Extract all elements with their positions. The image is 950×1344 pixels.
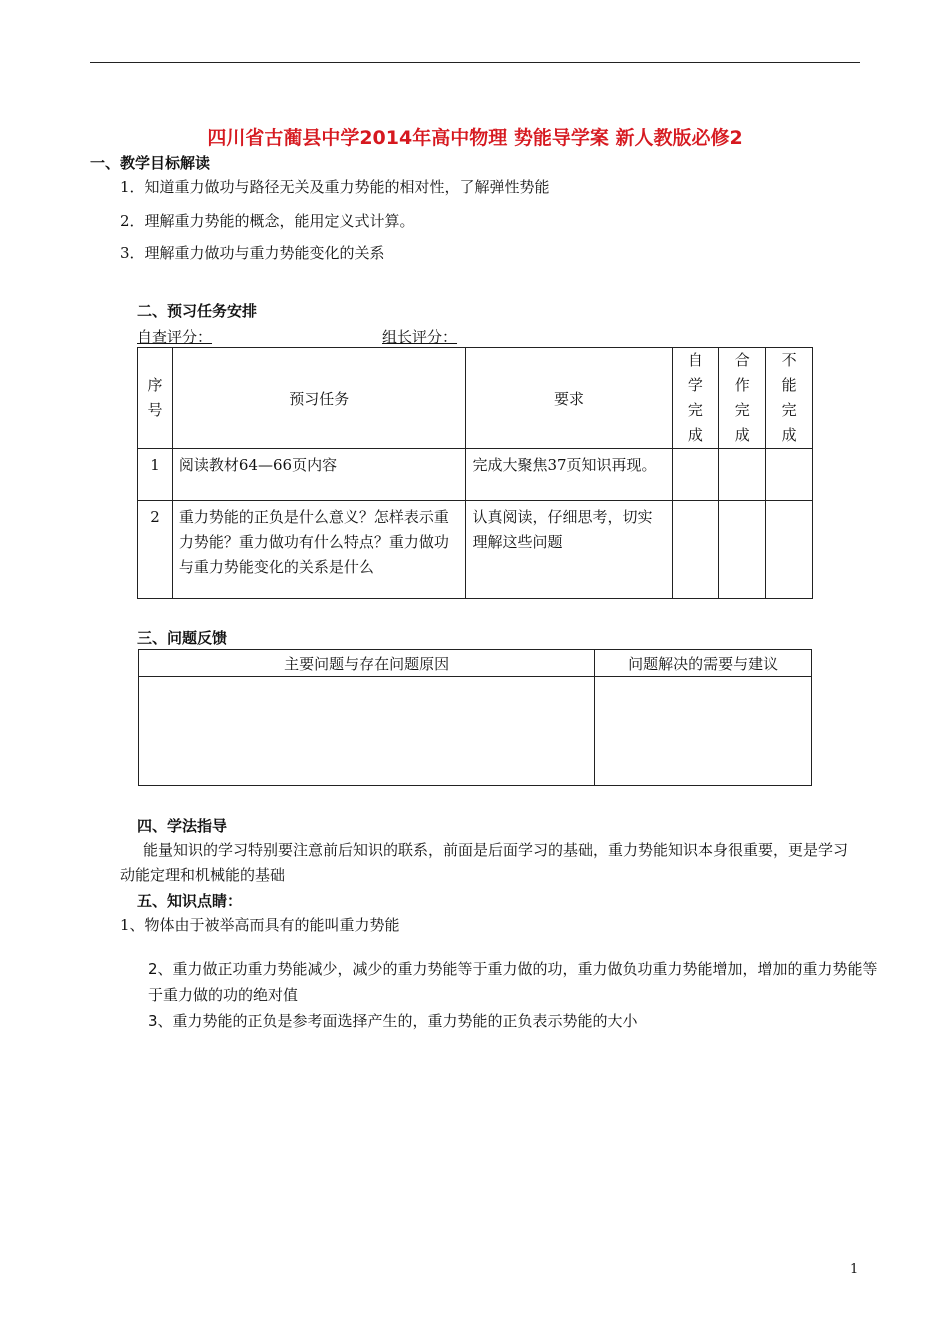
feedback-suggestions-cell[interactable] xyxy=(595,677,812,786)
header-number: 序 号 xyxy=(138,348,173,449)
leader-score-label: 组长评分： xyxy=(382,328,458,346)
header-coop-complete: 合 作 完 成 xyxy=(719,348,766,449)
section-heading-objectives: 一、教学目标解读 xyxy=(90,154,211,172)
row-self-cell[interactable] xyxy=(672,501,719,599)
feedback-problems-cell[interactable] xyxy=(139,677,595,786)
section-heading-preview: 二、预习任务安排 xyxy=(137,302,258,320)
section-heading-method: 四、学法指导 xyxy=(137,817,228,835)
header-rule xyxy=(90,62,860,63)
row-not-cell[interactable] xyxy=(766,449,813,501)
preview-task-table xyxy=(137,347,813,599)
header-requirement: 要求 xyxy=(466,348,672,449)
score-line xyxy=(137,326,467,347)
feedback-header-suggestions: 问题解决的需要与建议 xyxy=(595,650,812,677)
row-not-cell[interactable] xyxy=(766,501,813,599)
page-title: 四川省古蔺县中学2014年高中物理 势能导学案 新人教版必修2 xyxy=(207,127,743,149)
objective-item-1: 1．知道重力做功与路径无关及重力势能的相对性，了解弹性势能 xyxy=(120,178,550,196)
header-not-complete: 不 能 完 成 xyxy=(766,348,813,449)
objective-item-3: 3．理解重力做功与重力势能变化的关系 xyxy=(120,244,385,262)
self-score-label: 自查评分： xyxy=(137,328,213,346)
header-task: 预习任务 xyxy=(172,348,466,449)
row-task: 重力势能的正负是什么意义？怎样表示重力势能？重力做功有什么特点？重力做功与重力势能变化的关系是什么 xyxy=(172,501,466,599)
section-heading-keypoints: 五、知识点睛： xyxy=(137,892,243,910)
row-number: 2 xyxy=(138,501,173,599)
header-self-complete: 自 学 完 成 xyxy=(672,348,719,449)
method-paragraph: 能量知识的学习特别要注意前后知识的联系，前面是后面学习的基础，重力势能知识本身很重要，更是学习动能定理和机械能的基础 xyxy=(120,841,849,884)
objective-item-2: 2．理解重力势能的概念，能用定义式计算。 xyxy=(120,212,415,230)
keypoint-3: 3、重力势能的正负是参考面选择产生的，重力势能的正负表示势能的大小 xyxy=(148,1012,638,1030)
row-coop-cell[interactable] xyxy=(719,449,766,501)
row-number: 1 xyxy=(138,449,173,501)
row-self-cell[interactable] xyxy=(672,449,719,501)
section-heading-feedback: 三、问题反馈 xyxy=(137,629,228,647)
keypoint-1: 1、物体由于被举高而具有的能叫重力势能 xyxy=(120,916,400,934)
keypoint-2: 2、重力做正功重力势能减少，减少的重力势能等于重力做的功，重力做负功重力势能增加，增加的重力势能等于重力做的功的绝对值 xyxy=(148,960,878,1004)
row-coop-cell[interactable] xyxy=(719,501,766,599)
table-row xyxy=(138,501,813,599)
feedback-table xyxy=(138,649,812,786)
row-requirement: 完成大聚焦37页知识再现。 xyxy=(466,449,672,501)
page-number: 1 xyxy=(850,1262,859,1277)
feedback-header-problems: 主要问题与存在问题原因 xyxy=(139,650,595,677)
row-requirement: 认真阅读，仔细思考，切实理解这些问题 xyxy=(466,501,672,599)
row-task: 阅读教材64—66页内容 xyxy=(172,449,466,501)
table-row xyxy=(138,449,813,501)
